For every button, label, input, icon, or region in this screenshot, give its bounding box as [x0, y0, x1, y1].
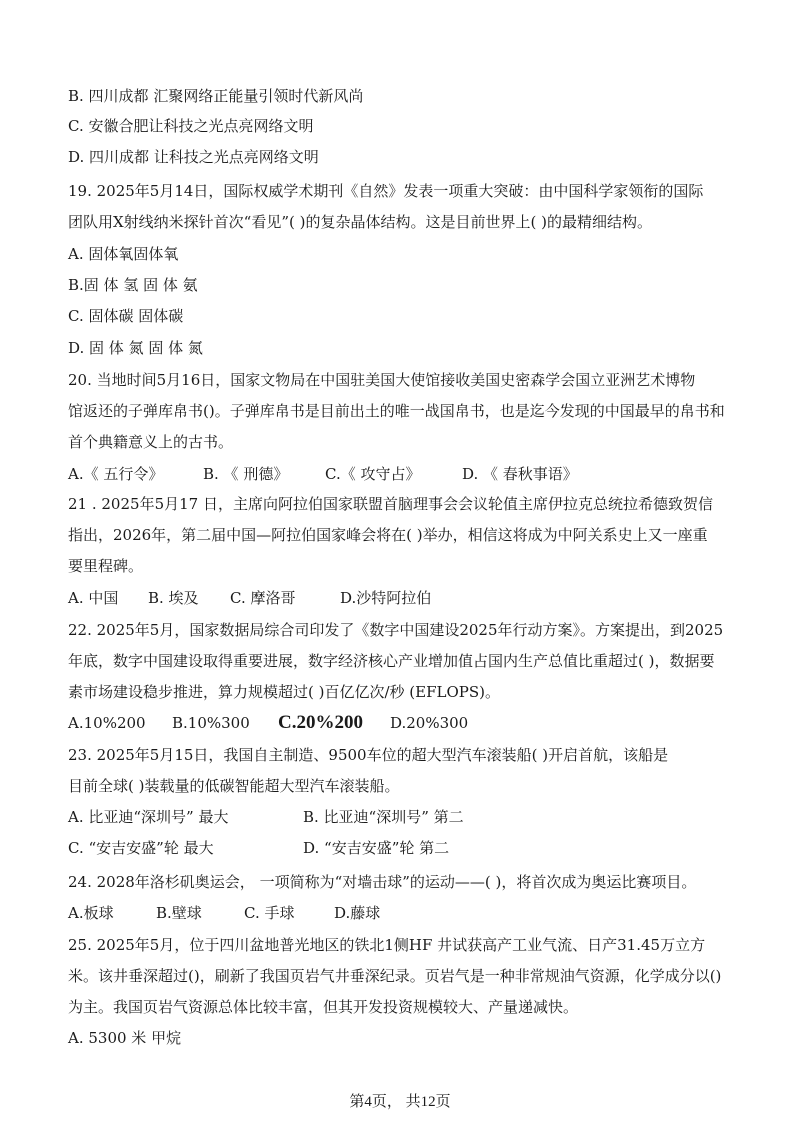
q20-stem-line1: 20. 当地时间5月16日，国家文物局在中国驻美国大使馆接收美国史密森学会国立亚洲艺术博物	[68, 371, 696, 389]
q22-option-a: A.10%200	[68, 714, 146, 732]
q19-option-b: B.固 体 氢 固 体 氨	[68, 276, 198, 294]
q24-option-b: B.壁球	[156, 904, 202, 922]
q24-option-a: A.板球	[68, 904, 114, 922]
q20-option-b: B. 《 刑德》	[203, 465, 289, 483]
q24-option-c: C. 手球	[244, 904, 295, 922]
q23-option-b: B. 比亚迪“深圳号” 第二	[303, 808, 464, 826]
q22-option-d: D.20%300	[390, 714, 469, 732]
q22-options	[68, 713, 468, 733]
q23-stem-line1: 23. 2025年5月15日，我国自主制造、9500车位的超大型汽车滚装船( )开启首航，该船是	[68, 746, 669, 764]
q21-stem-line2: 指出，2026年，第二届中国—阿拉伯国家峰会将在( )举办，相信这将成为中阿关系史上又一座重	[68, 526, 708, 544]
q22-stem-line1: 22. 2025年5月，国家数据局综合司印发了《数字中国建设2025年行动方案》。方案提出，到2025	[68, 621, 724, 639]
q22-option-c: C.20%200	[278, 712, 363, 733]
q21-option-c: C. 摩洛哥	[230, 589, 296, 607]
q18-option-d: D. 四川成都 让科技之光点亮网络文明	[68, 148, 319, 166]
q20-option-d: D. 《 春秋事语》	[462, 465, 578, 483]
q23-option-c: C. “安吉安盛”轮 最大	[68, 839, 214, 857]
q23-option-d: D. “安吉安盛”轮 第二	[303, 839, 450, 857]
q19-option-c: C. 固体碳 固体碳	[68, 307, 184, 325]
q20-stem-line3: 首个典籍意义上的古书。	[68, 433, 234, 451]
q21-option-d: D.沙特阿拉伯	[340, 589, 432, 607]
q25-stem-line2: 米。该井垂深超过()，刷新了我国页岩气井垂深纪录。页岩气是一种非常规油气资源，化学成分以()	[68, 967, 722, 985]
q20-stem-line2: 馆返还的子弹库帛书()。子弹库帛书是目前出土的唯一战国帛书，也是迄今发现的中国最早的帛书和	[68, 402, 725, 420]
q19-option-d: D. 固 体 氮 固 体 氮	[68, 339, 203, 357]
page-footer: 第4页， 共12页	[349, 1094, 451, 1110]
q21-options	[68, 588, 431, 608]
q23-stem-line2: 目前全球( )装载量的低碳智能超大型汽车滚装船。	[68, 777, 400, 795]
q23-option-a: A. 比亚迪“深圳号” 最大	[68, 808, 229, 826]
q25-stem-line1: 25. 2025年5月，位于四川盆地普光地区的铁北1侧HF 井试获高产工业气流、日产31.45万立方	[68, 936, 706, 954]
q18-option-b: B. 四川成都 汇聚网络正能量引领时代新风尚	[68, 87, 364, 105]
q19-stem-line1: 19. 2025年5月14日，国际权威学术期刊《自然》发表一项重大突破：由中国科学家领衔的国际	[68, 182, 704, 200]
q20-option-a: A.《 五行令》	[68, 465, 164, 483]
q24-option-d: D.藤球	[334, 904, 381, 922]
q22-option-b: B.10%300	[172, 714, 250, 732]
q19-stem-line2: 团队用X射线纳米探针首次“看见”( )的复杂晶体结构。这是目前世界上( )的最精细结构。	[68, 213, 652, 231]
q19-option-a: A. 固体氧固体氧	[68, 245, 179, 263]
q21-stem-line3: 要里程碑。	[68, 557, 144, 575]
q22-stem-line3: 素市场建设稳步推进，算力规模超过( )百亿亿次/秒 (EFLOPS)。	[68, 683, 500, 701]
q22-stem-line2: 年底，数字中国建设取得重要进展，数字经济核心产业增加值占国内生产总值比重超过( )，数据要	[68, 652, 715, 670]
q21-stem-line1: 21 . 2025年5月17 日，主席向阿拉伯国家联盟首脑理事会会议轮值主席伊拉克总统拉希德致贺信	[68, 495, 713, 513]
q25-option-a: A. 5300 米 甲烷	[68, 1029, 182, 1047]
q20-option-c: C.《 攻守占》	[325, 465, 421, 483]
q18-option-c: C. 安徽合肥让科技之光点亮网络文明	[68, 117, 314, 135]
q20-options	[68, 464, 578, 484]
q25-stem-line3: 为主。我国页岩气资源总体比较丰富，但其开发投资规模较大、产量递减快。	[68, 998, 579, 1016]
q24-options	[68, 903, 380, 923]
q21-option-a: A. 中国	[68, 589, 119, 607]
q24-stem: 24. 2028年洛杉矶奥运会， 一项简称为“对墙击球”的运动——( )，将首次成为奥运比赛项目。	[68, 873, 697, 891]
q21-option-b: B. 埃及	[148, 589, 199, 607]
